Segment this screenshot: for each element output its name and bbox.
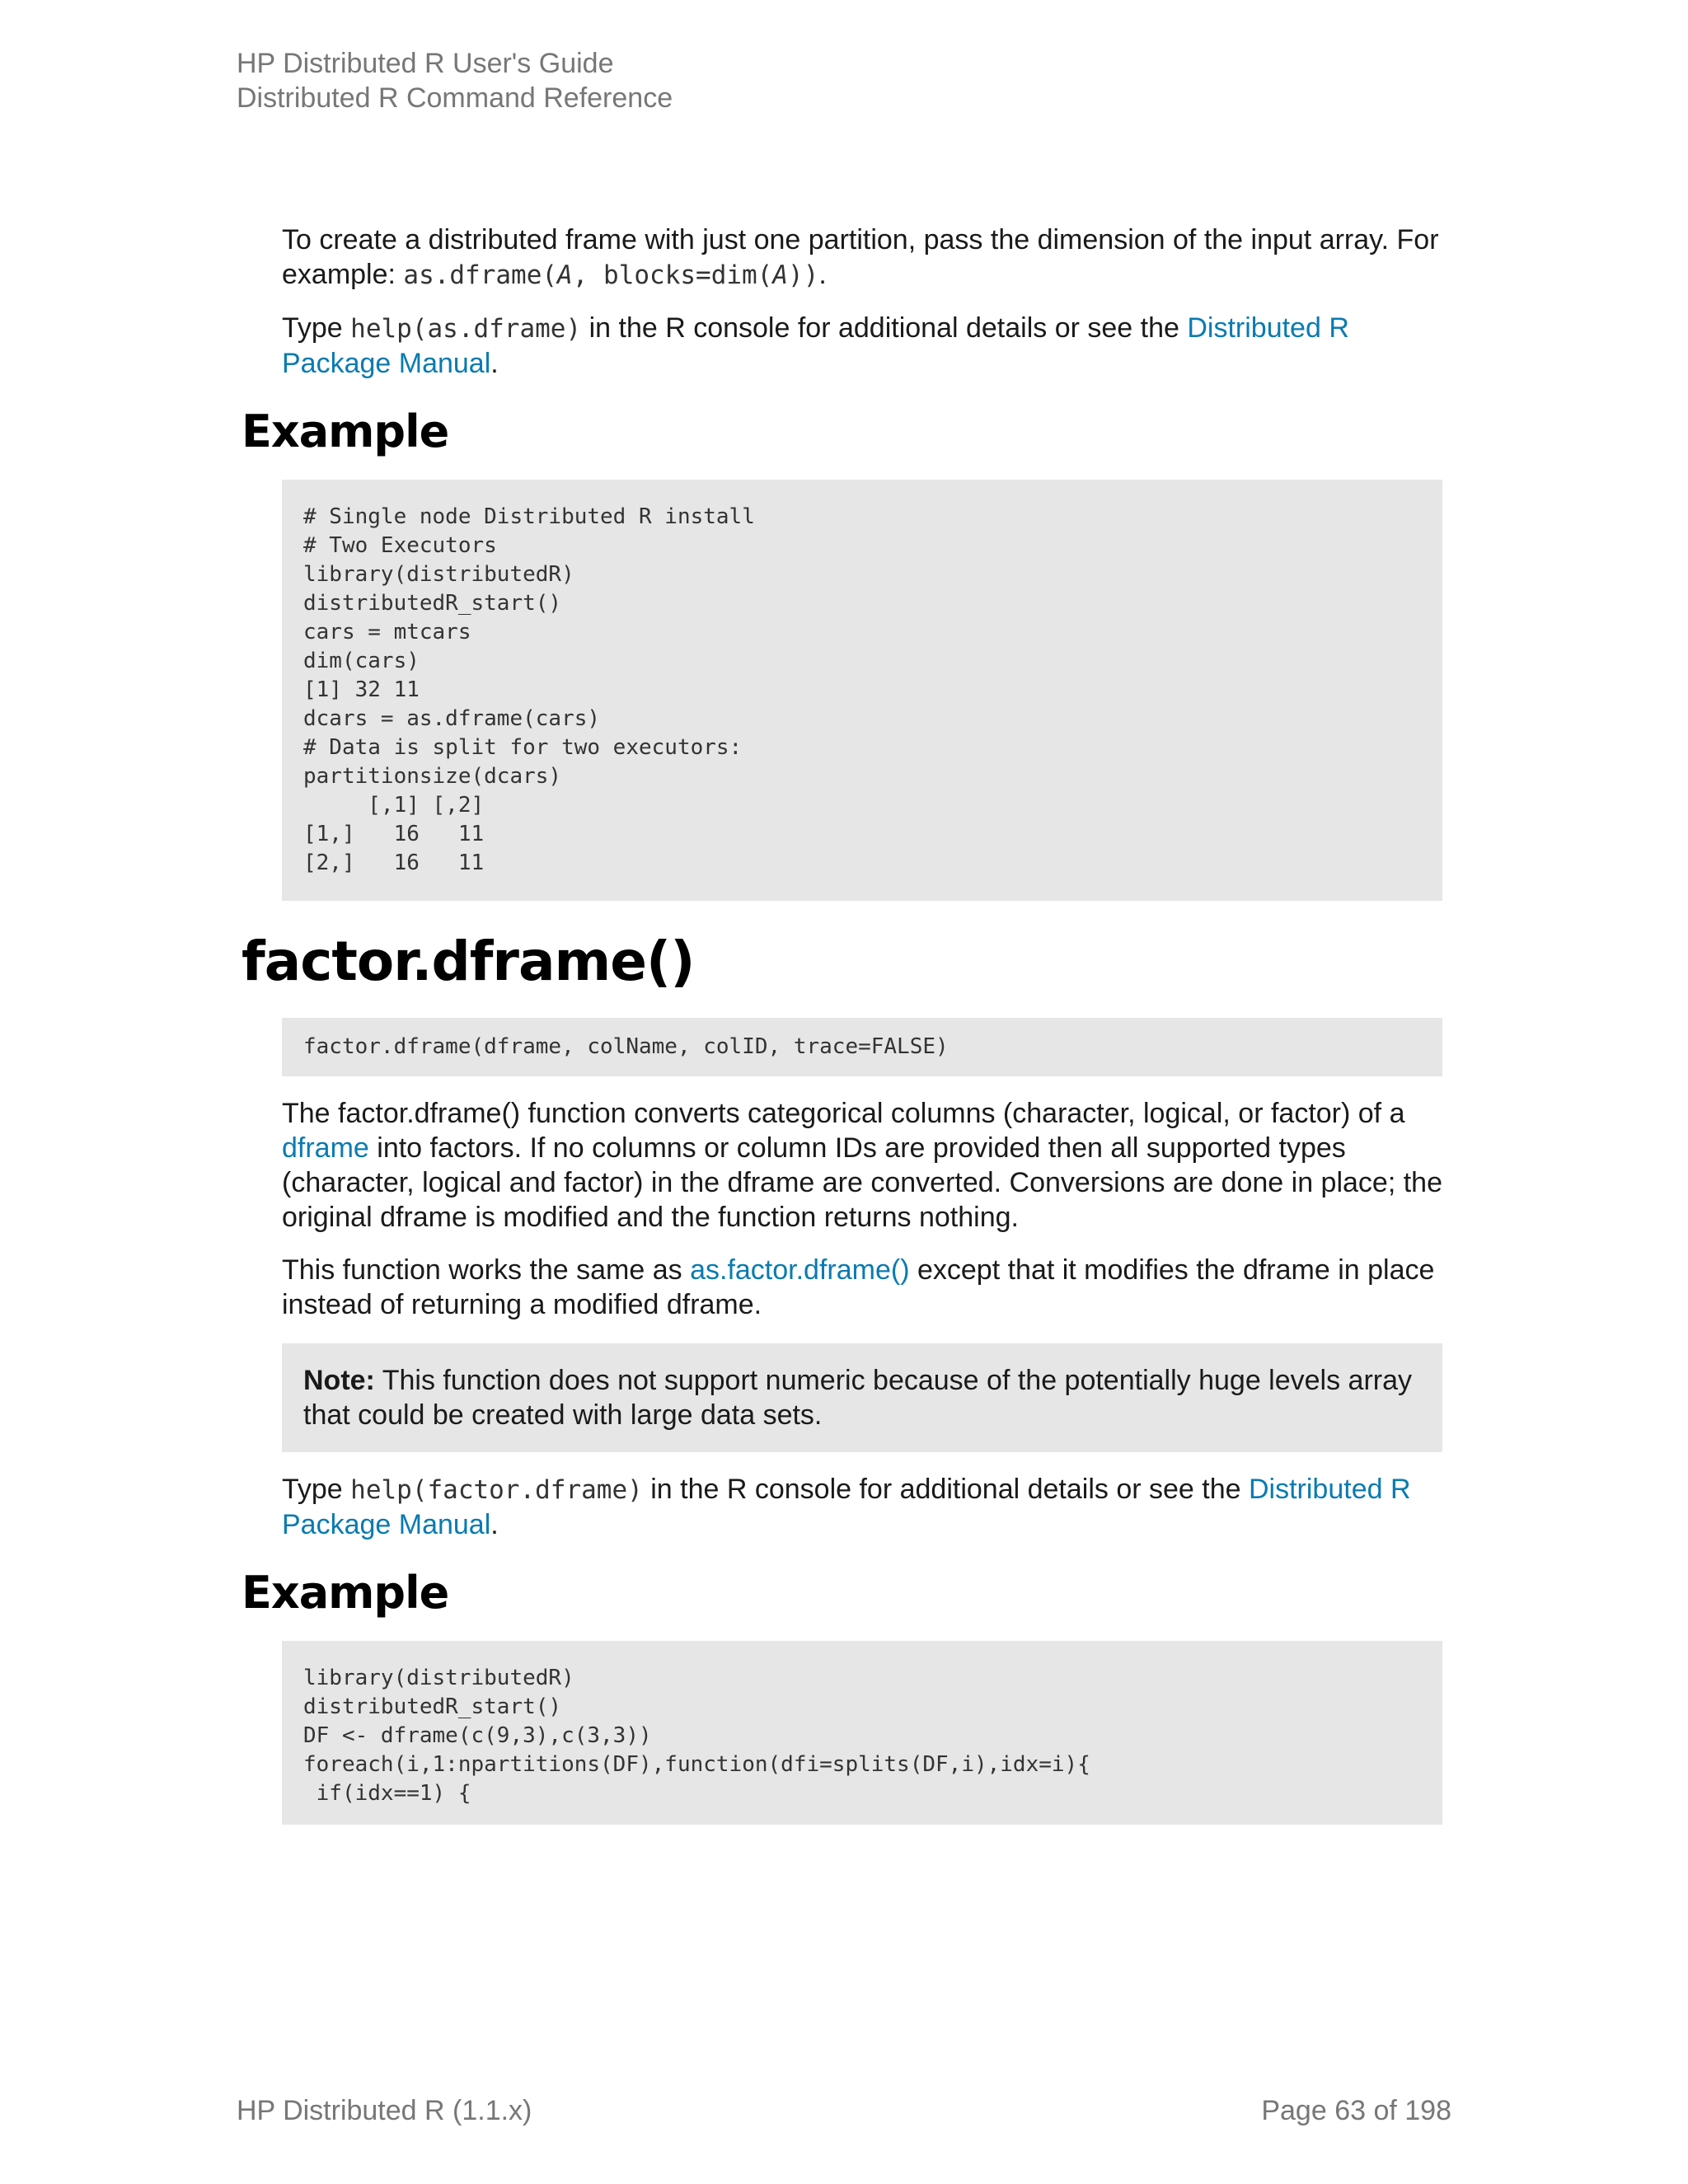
example-heading: Example: [241, 405, 449, 457]
example-code-block: [282, 480, 1442, 901]
page-header: [237, 46, 673, 115]
note-text: This function does not support numeric because of the potentially huge levels array that could be created with large data sets.: [303, 1365, 1413, 1431]
code-part: , blocks=dim(: [572, 260, 773, 290]
code-line: if(idx==1) {: [303, 1781, 471, 1806]
code-line: partitionsize(dcars): [303, 764, 562, 789]
inline-code-help: help(as.dframe): [350, 314, 582, 344]
note-label: Note:: [303, 1365, 375, 1396]
code-line: library(distributedR): [303, 1666, 574, 1690]
package-manual-link-2[interactable]: Distributed R Package Manual: [282, 1474, 1411, 1540]
dframe-link[interactable]: dframe: [282, 1132, 369, 1164]
intro-paragraph-2: [282, 311, 1442, 381]
code-line: [,1] [,2]: [303, 793, 485, 818]
intro-end: .: [818, 259, 827, 290]
page-content: [241, 223, 1445, 1825]
intro-paragraph-1: [282, 223, 1442, 293]
inline-code-as-dframe: [403, 260, 818, 290]
product-version: HP Distributed R (1.1.x): [237, 2095, 532, 2126]
intro-text: To create a distributed frame with just one partition, pass the dimension of the input array. For example:: [282, 224, 1439, 290]
function-heading: factor.dframe(): [241, 930, 695, 993]
period: .: [490, 1509, 499, 1540]
description-paragraph: [282, 1096, 1442, 1235]
code-line: foreach(i,1:npartitions(DF),function(dfi=splits(DF,i),idx=i){: [303, 1752, 1090, 1777]
type-text: Type: [282, 1474, 351, 1505]
guide-title: HP Distributed R User's Guide: [237, 48, 614, 79]
help-paragraph: [282, 1472, 1442, 1542]
same-as-paragraph: [282, 1253, 1442, 1322]
as-factor-dframe-link[interactable]: as.factor.dframe(): [690, 1254, 910, 1286]
package-manual-link[interactable]: Distributed R Package Manual: [282, 312, 1349, 379]
code-line: # Data is split for two executors:: [303, 735, 743, 760]
code-part: )): [788, 260, 819, 290]
code-arg: A: [557, 260, 573, 290]
note-box: [282, 1343, 1442, 1452]
signature-line: factor.dframe(dframe, colName, colID, trace=FALSE): [303, 1034, 949, 1059]
example-code-block-2: [282, 1641, 1442, 1825]
page-number: Page 63 of 198: [1261, 2095, 1451, 2126]
page-footer: [237, 2093, 1451, 2128]
help-text: in the R console for additional details or see the: [642, 1474, 1249, 1505]
function-signature: [282, 1018, 1442, 1076]
code-line: DF <- dframe(c(9,3),c(3,3)): [303, 1723, 652, 1748]
chapter-title: Distributed R Command Reference: [237, 82, 673, 114]
code-line: distributedR_start(): [303, 1694, 562, 1719]
desc-text-end: into factors. If no columns or column IDs are provided then all supported types (character, logical and factor) in the dframe are converted. Conversions are done in place; the original dframe is modified and the function returns nothing.: [282, 1132, 1442, 1233]
code-line: dim(cars): [303, 649, 420, 673]
help-text: in the R console for additional details or see the: [581, 312, 1188, 344]
desc-text: The factor.dframe() function converts categorical columns (character, logical, or factor) of a: [282, 1098, 1405, 1129]
code-part: as.dframe(: [403, 260, 558, 290]
same-text-end: except that it modifies the dframe in place instead of returning a modified dframe.: [282, 1254, 1435, 1320]
code-line: [1,] 16 11: [303, 822, 485, 846]
code-line: library(distributedR): [303, 562, 574, 587]
code-line: dcars = as.dframe(cars): [303, 706, 601, 731]
code-arg: A: [772, 260, 789, 290]
code-line: # Single node Distributed R install: [303, 504, 755, 529]
code-line: distributedR_start(): [303, 591, 562, 616]
type-text: Type: [282, 312, 351, 344]
code-line: cars = mtcars: [303, 620, 471, 644]
period: .: [490, 348, 499, 379]
code-line: # Two Executors: [303, 533, 497, 558]
example-heading-2: Example: [241, 1567, 449, 1619]
code-line: [1] 32 11: [303, 677, 420, 702]
same-text: This function works the same as: [282, 1254, 691, 1286]
inline-code-help-factor: help(factor.dframe): [350, 1475, 643, 1505]
code-line: [2,] 16 11: [303, 851, 485, 875]
